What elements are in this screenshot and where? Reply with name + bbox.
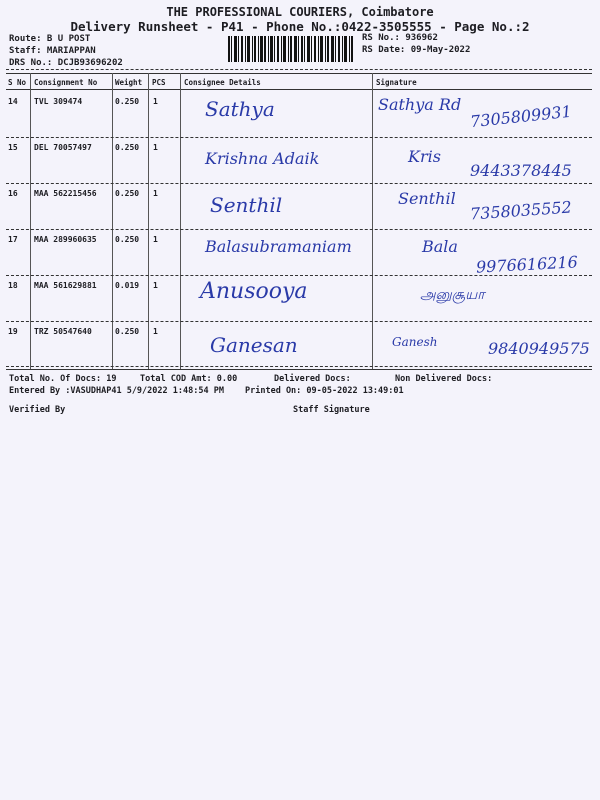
table-row bbox=[0, 93, 600, 139]
barcode-image bbox=[228, 36, 353, 62]
row-sno: 18 bbox=[8, 281, 18, 290]
consignee-handwritten-name: Ganesan bbox=[210, 333, 298, 357]
col-header-pcs: PCS bbox=[152, 78, 166, 87]
consignee-handwritten-name: Krishna Adaik bbox=[205, 149, 320, 168]
route-label: Route: B U POST bbox=[9, 34, 91, 44]
row-weight: 0.250 bbox=[115, 97, 140, 106]
col-header-consignment: Consignment No bbox=[34, 78, 98, 87]
row-sno: 14 bbox=[8, 97, 18, 106]
row-sno: 16 bbox=[8, 189, 18, 198]
row-consignment: MAA 562215456 bbox=[34, 189, 97, 198]
col-header-consignee: Consignee Details bbox=[184, 78, 261, 87]
handwritten-phone: 9443378445 bbox=[470, 161, 572, 180]
row-weight: 0.250 bbox=[115, 327, 140, 336]
row-weight: 0.250 bbox=[115, 235, 140, 244]
row-consignment: MAA 289960635 bbox=[34, 235, 97, 244]
row-sno: 17 bbox=[8, 235, 18, 244]
row-divider bbox=[6, 137, 592, 138]
row-weight: 0.019 bbox=[115, 281, 140, 290]
table-row bbox=[0, 323, 600, 369]
non-delivered-docs: Non Delivered Docs: bbox=[395, 374, 493, 384]
row-weight: 0.250 bbox=[115, 143, 140, 152]
table-row bbox=[0, 277, 600, 323]
handwritten-phone: 9976616216 bbox=[475, 252, 579, 277]
staff-label: Staff: MARIAPPAN bbox=[9, 46, 96, 56]
signature-handwritten: அனுசூயா bbox=[420, 287, 485, 303]
row-pcs: 1 bbox=[153, 143, 158, 152]
total-cod-amount: Total COD Amt: 0.00 bbox=[140, 374, 238, 384]
row-weight: 0.250 bbox=[115, 189, 140, 198]
verified-by-label: Verified By bbox=[9, 405, 66, 415]
drs-number: DRS No.: DCJB93696202 bbox=[9, 58, 123, 68]
signature-handwritten: Senthil bbox=[398, 189, 456, 208]
handwritten-phone: 7305809931 bbox=[469, 101, 573, 132]
delivered-docs: Delivered Docs: bbox=[274, 374, 351, 384]
table-row bbox=[0, 185, 600, 231]
signature-handwritten: Sathya Rd bbox=[378, 95, 462, 114]
runsheet-subtitle: Delivery Runsheet - P41 - Phone No.:0422-3505555 - Page No.:2 bbox=[70, 19, 530, 34]
table-row bbox=[0, 231, 600, 277]
row-consignment: TRZ 50547640 bbox=[34, 327, 92, 336]
signature-handwritten: Ganesh bbox=[392, 335, 438, 349]
row-divider bbox=[6, 321, 592, 322]
rs-number: RS No.: 936962 bbox=[362, 33, 438, 43]
consignee-handwritten-name: Anusooya bbox=[200, 279, 308, 304]
staff-signature-label: Staff Signature bbox=[293, 405, 370, 415]
row-pcs: 1 bbox=[153, 235, 158, 244]
handwritten-phone: 9840949575 bbox=[488, 339, 590, 358]
table-top-dashed-line bbox=[6, 69, 592, 70]
row-divider bbox=[6, 366, 592, 367]
table-top-line bbox=[6, 73, 592, 74]
row-divider bbox=[6, 183, 592, 184]
row-consignment: TVL 309474 bbox=[34, 97, 83, 106]
table-row bbox=[0, 139, 600, 185]
row-pcs: 1 bbox=[153, 97, 158, 106]
row-sno: 15 bbox=[8, 143, 18, 152]
handwritten-phone: 7358035552 bbox=[469, 197, 573, 224]
row-divider bbox=[6, 275, 592, 276]
row-sno: 19 bbox=[8, 327, 18, 336]
signature-handwritten: Kris bbox=[408, 147, 441, 166]
company-title: THE PROFESSIONAL COURIERS, Coimbatore bbox=[166, 5, 434, 19]
printed-on: Printed On: 09-05-2022 13:49:01 bbox=[245, 386, 404, 396]
row-pcs: 1 bbox=[153, 189, 158, 198]
total-docs: Total No. Of Docs: 19 bbox=[9, 374, 117, 384]
col-header-weight: Weight bbox=[115, 78, 143, 87]
table-bottom-line bbox=[6, 369, 592, 370]
row-pcs: 1 bbox=[153, 327, 158, 336]
row-consignment: MAA 561629881 bbox=[34, 281, 97, 290]
rs-date: RS Date: 09-May-2022 bbox=[362, 45, 471, 55]
row-divider bbox=[6, 229, 592, 230]
entered-by: Entered By :VASUDHAP41 5/9/2022 1:48:54 PM bbox=[9, 386, 224, 396]
row-pcs: 1 bbox=[153, 281, 158, 290]
row-consignment: DEL 70057497 bbox=[34, 143, 92, 152]
col-header-signature: Signature bbox=[376, 78, 417, 87]
col-header-sno: S No bbox=[8, 78, 27, 87]
consignee-handwritten-name: Senthil bbox=[210, 193, 283, 217]
consignee-handwritten-name: Balasubramaniam bbox=[205, 237, 352, 256]
consignee-handwritten-name: Sathya bbox=[205, 97, 275, 121]
signature-handwritten: Bala bbox=[422, 237, 458, 256]
table-header-bottom-line bbox=[6, 89, 592, 90]
